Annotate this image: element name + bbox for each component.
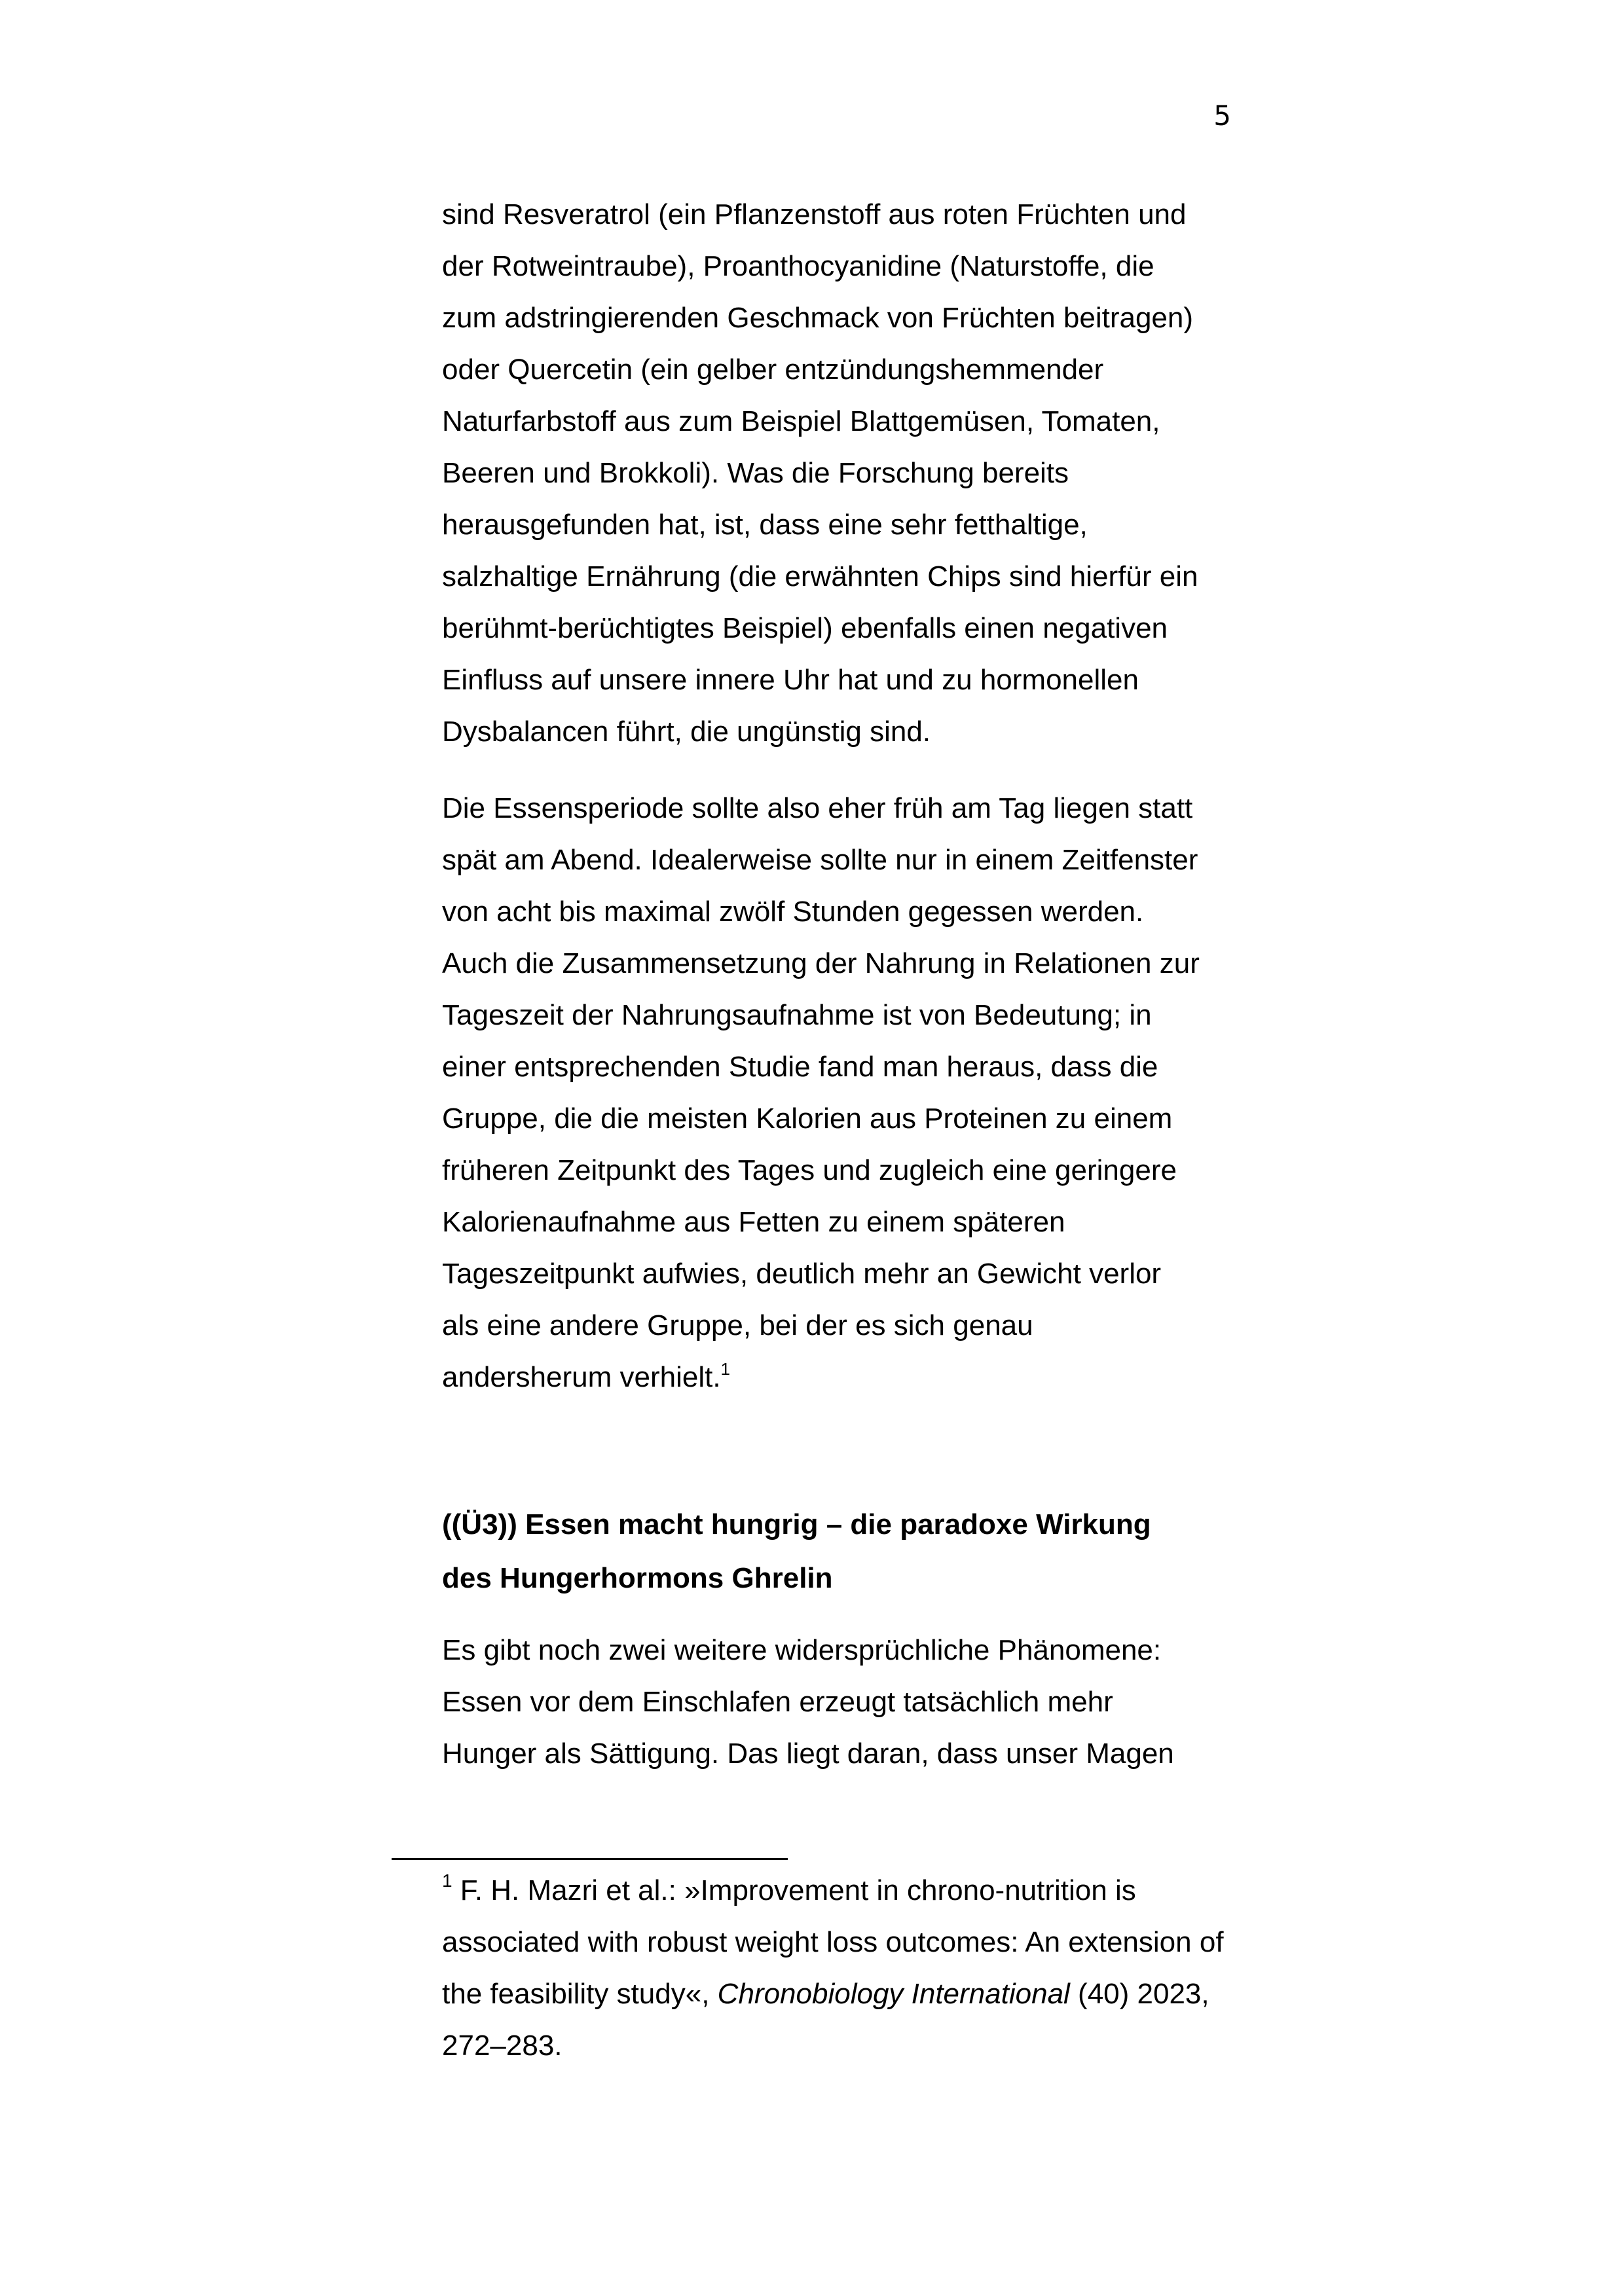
footnote-reference[interactable]: 1	[720, 1359, 731, 1379]
page-number: 5	[1213, 100, 1231, 132]
footnote-text-before: F. H. Mazri et al.: »Improvement in chrono-nutrition is associated with robust weight loss outcomes: An extension of the feasibility study«,	[442, 1874, 1224, 2010]
footnote-journal: Chronobiology International	[717, 1978, 1070, 2010]
body-paragraph-2	[442, 782, 1261, 1403]
body-paragraph-1: sind Resveratrol (ein Pflanzenstoff aus roten Früchten und der Rotweintraube), Proanthocyanidine (Naturstoffe, die zum adstringierenden Geschmack von Früchten beitragen) oder Quercetin (ein gelber entzündungshemmender Naturfarbstoff aus zum Beispiel Blattgemüsen, Tomaten, Beeren und Brokkoli). Was die Forschung bereits herausgefunden hat, ist, dass eine sehr fetthaltige, salzhaltige Ernährung (die erwähnten Chips sind hierfür ein berühmt-berüchtigtes Beispiel) ebenfalls einen negativen Einfluss auf unsere innere Uhr hat und zu hormonellen Dysbalancen führt, die ungünstig sind.	[442, 198, 1198, 748]
footnote-marker: 1	[442, 1870, 452, 1891]
body-paragraph-3: Es gibt noch zwei weitere widersprüchliche Phänomene: Essen vor dem Einschlafen erzeugt tatsächlich mehr Hunger als Sättigung. Das liegt daran, dass unser Magen	[442, 1634, 1174, 1770]
body-paragraph-2-text: Die Essensperiode sollte also eher früh am Tag liegen statt spät am Abend. Idealerweise sollte nur in einem Zeitfenster von acht bis maximal zwölf Stunden gegessen werden. Auch die Zusammensetzung der Nahrung in Relationen zur Tageszeit der Nahrungsaufnahme ist von Bedeutung; in einer entsprechenden Studie fand man heraus, dass die Gruppe, die die meisten Kalorien aus Proteinen zu einem früheren Zeitpunkt des Tages und zugleich eine geringere Kalorienaufnahme aus Fetten zu einem späteren Tageszeitpunkt aufwies, deutlich mehr an Gewicht verlor als eine andere Gruppe, bei der es sich genau andersherum verhielt.	[442, 792, 1200, 1393]
footnote-text-after: (40) 2023, 272–283.	[442, 1978, 1209, 2062]
section-heading: ((Ü3)) Essen macht hungrig – die paradoxe Wirkung des Hungerhormons Ghrelin	[442, 1508, 1151, 1594]
footnote	[442, 1865, 1261, 2071]
footnote-separator	[392, 1858, 788, 1860]
